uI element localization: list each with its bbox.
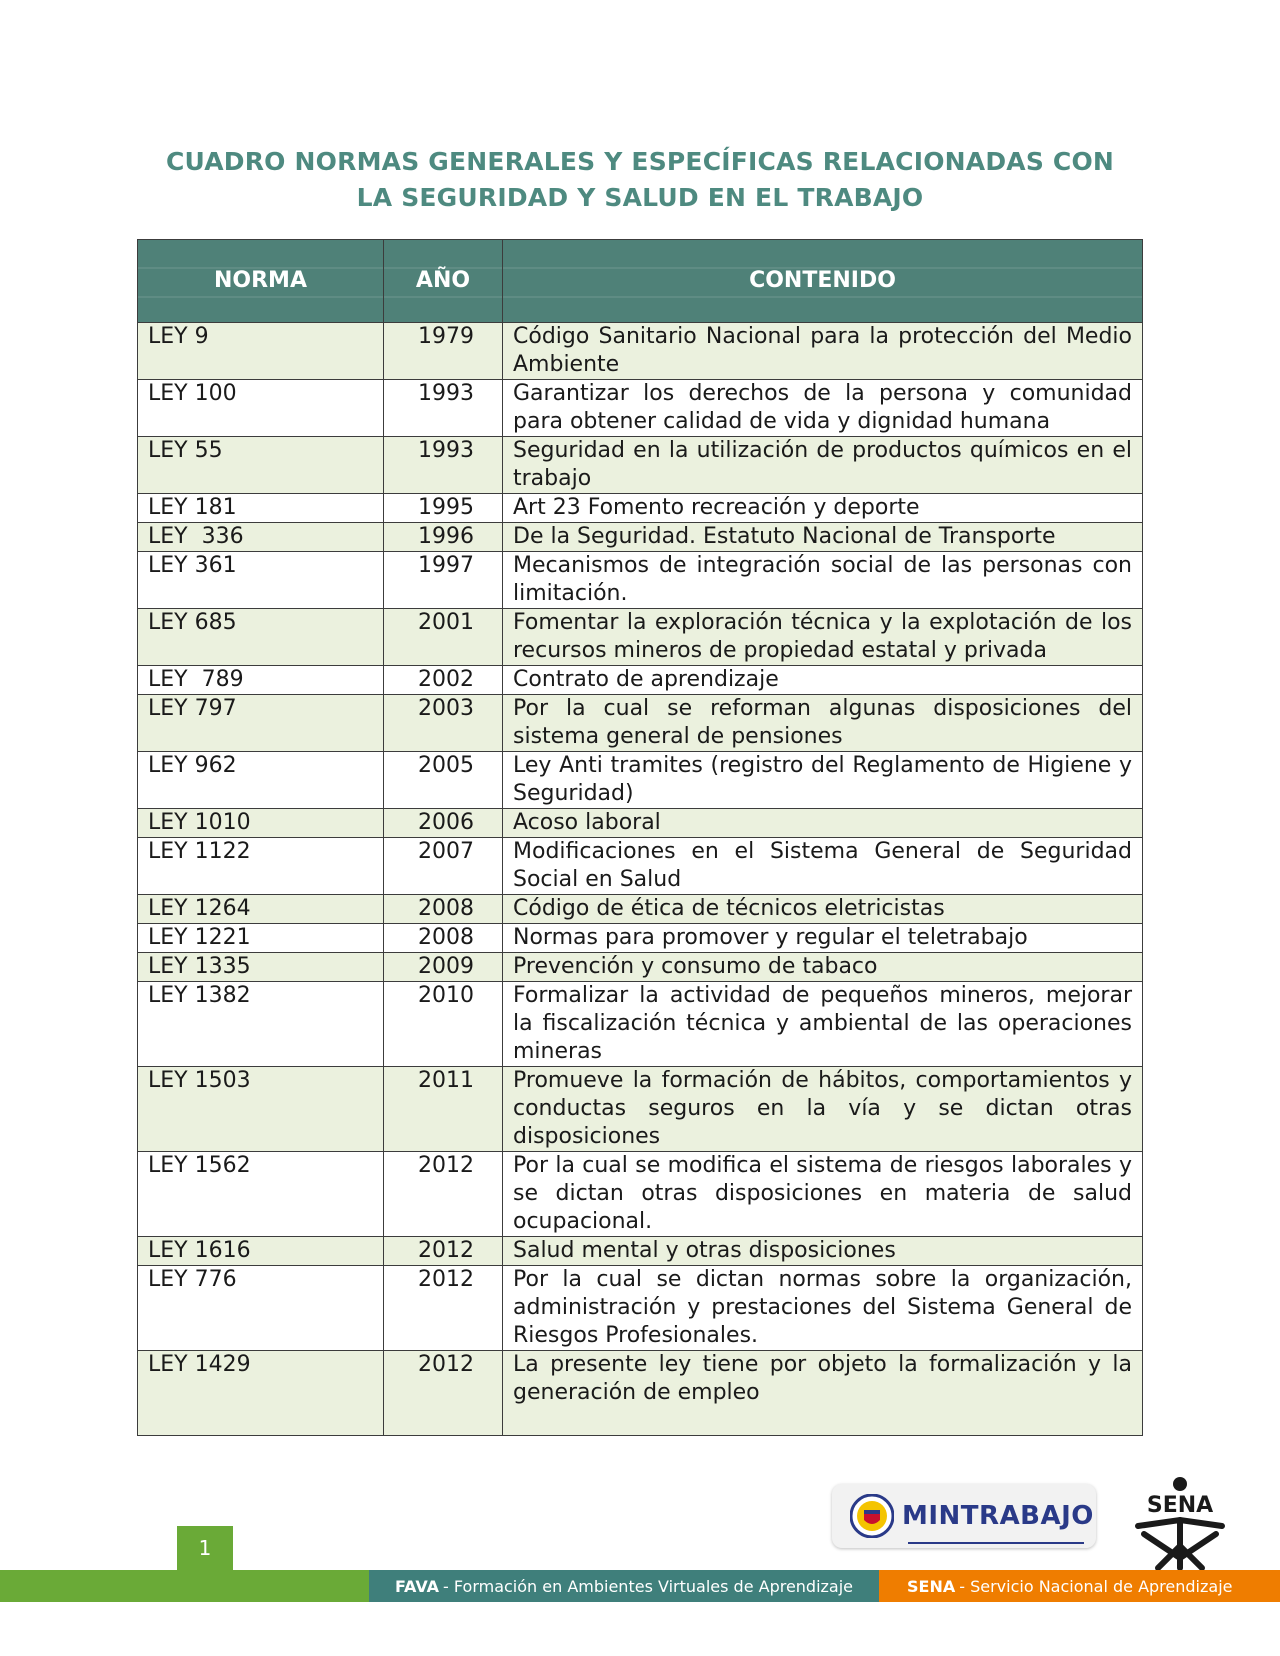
cell-norma: LEY 1616	[138, 1237, 384, 1266]
table-row	[138, 895, 1143, 924]
cell-anio: 2007	[384, 838, 503, 895]
page-number: 1	[177, 1526, 233, 1570]
table-row	[138, 1266, 1143, 1351]
table-header-row	[138, 240, 1143, 323]
mintrabajo-logo	[832, 1484, 1096, 1548]
table-row	[138, 523, 1143, 552]
cell-contenido: Por la cual se modifica el sistema de riesgos laborales y se dictan otras disposiciones en materia de salud ocupacional.	[503, 1152, 1143, 1237]
table-row	[138, 1152, 1143, 1237]
cell-norma: LEY 9	[138, 323, 384, 380]
cell-contenido: La presente ley tiene por objeto la formalización y la generación de empleo	[503, 1351, 1143, 1436]
sena-label: SENA	[907, 1576, 956, 1596]
colombia-shield-icon	[850, 1494, 894, 1538]
cell-norma: LEY 776	[138, 1266, 384, 1351]
cell-contenido: Código Sanitario Nacional para la protección del Medio Ambiente	[503, 323, 1143, 380]
cell-norma: LEY 1010	[138, 809, 384, 838]
footer-fava	[369, 1570, 879, 1602]
cell-contenido: De la Seguridad. Estatuto Nacional de Transporte	[503, 523, 1143, 552]
cell-anio: 2012	[384, 1266, 503, 1351]
cell-contenido: Promueve la formación de hábitos, comportamientos y conductas seguros en la vía y se dictan otras disposiciones	[503, 1067, 1143, 1152]
sena-logo-text: SENA	[1146, 1493, 1214, 1518]
table-row	[138, 1067, 1143, 1152]
cell-norma: LEY 1429	[138, 1351, 384, 1436]
table-row	[138, 494, 1143, 523]
cell-norma: LEY 685	[138, 609, 384, 666]
cell-norma: LEY 789	[138, 666, 384, 695]
table-row	[138, 1237, 1143, 1266]
cell-norma: LEY 1503	[138, 1067, 384, 1152]
table-row	[138, 609, 1143, 666]
cell-contenido: Mecanismos de integración social de las personas con limitación.	[503, 552, 1143, 609]
cell-norma: LEY 55	[138, 437, 384, 494]
header-contenido: CONTENIDO	[503, 240, 1143, 323]
cell-norma: LEY 1264	[138, 895, 384, 924]
cell-anio: 2012	[384, 1351, 503, 1436]
cell-norma: LEY 1562	[138, 1152, 384, 1237]
cell-anio: 2010	[384, 982, 503, 1067]
table-row	[138, 552, 1143, 609]
table-row	[138, 323, 1143, 380]
cell-anio: 2012	[384, 1237, 503, 1266]
cell-anio: 2011	[384, 1067, 503, 1152]
cell-anio: 2008	[384, 895, 503, 924]
cell-norma: LEY 100	[138, 380, 384, 437]
cell-anio: 1993	[384, 380, 503, 437]
cell-norma: LEY 797	[138, 695, 384, 752]
cell-contenido: Salud mental y otras disposiciones	[503, 1237, 1143, 1266]
cell-anio: 1995	[384, 494, 503, 523]
cell-anio: 2003	[384, 695, 503, 752]
table-row	[138, 695, 1143, 752]
cell-anio: 2009	[384, 953, 503, 982]
sena-logo-icon	[1134, 1476, 1226, 1572]
cell-contenido: Modificaciones en el Sistema General de Seguridad Social en Salud	[503, 838, 1143, 895]
cell-anio: 2012	[384, 1152, 503, 1237]
cell-norma: LEY 1335	[138, 953, 384, 982]
cell-anio: 1996	[384, 523, 503, 552]
cell-contenido: Garantizar los derechos de la persona y comunidad para obtener calidad de vida y dignidad humana	[503, 380, 1143, 437]
cell-anio: 1993	[384, 437, 503, 494]
table-row	[138, 982, 1143, 1067]
cell-norma: LEY 962	[138, 752, 384, 809]
cell-norma: LEY 1382	[138, 982, 384, 1067]
table-row	[138, 838, 1143, 895]
table-row	[138, 752, 1143, 809]
cell-contenido: Fomentar la exploración técnica y la explotación de los recursos mineros de propiedad estatal y privada	[503, 609, 1143, 666]
sena-text: - Servicio Nacional de Aprendizaje	[959, 1576, 1233, 1596]
cell-contenido: Formalizar la actividad de pequeños mineros, mejorar la fiscalización técnica y ambiental de las operaciones mineras	[503, 982, 1143, 1067]
footer-sena	[879, 1570, 1280, 1602]
cell-norma: LEY 1122	[138, 838, 384, 895]
cell-norma: LEY 361	[138, 552, 384, 609]
mintrabajo-text: MINTRABAJO	[902, 1501, 1094, 1531]
header-norma: NORMA	[138, 240, 384, 323]
cell-contenido: Contrato de aprendizaje	[503, 666, 1143, 695]
header-anio: AÑO	[384, 240, 503, 323]
title-line-2: LA SEGURIDAD Y SALUD EN EL TRABAJO	[356, 183, 924, 212]
table-row	[138, 924, 1143, 953]
document-title	[140, 144, 1140, 216]
cell-anio: 1997	[384, 552, 503, 609]
title-line-1: CUADRO NORMAS GENERALES Y ESPECÍFICAS RELACIONADAS CON	[165, 147, 1115, 176]
cell-norma: LEY 336	[138, 523, 384, 552]
cell-contenido: Acoso laboral	[503, 809, 1143, 838]
table-row	[138, 1351, 1143, 1436]
table-row	[138, 666, 1143, 695]
cell-contenido: Código de ética de técnicos eletricistas	[503, 895, 1143, 924]
cell-norma: LEY 181	[138, 494, 384, 523]
table-row	[138, 437, 1143, 494]
cell-contenido: Prevención y consumo de tabaco	[503, 953, 1143, 982]
cell-norma: LEY 1221	[138, 924, 384, 953]
cell-anio: 2006	[384, 809, 503, 838]
cell-contenido: Por la cual se reforman algunas disposiciones del sistema general de pensiones	[503, 695, 1143, 752]
norms-table	[137, 239, 1143, 1436]
mintrabajo-underline	[908, 1542, 1084, 1544]
fava-label: FAVA	[394, 1576, 440, 1596]
cell-contenido: Art 23 Fomento recreación y deporte	[503, 494, 1143, 523]
table-row	[138, 809, 1143, 838]
cell-contenido: Normas para promover y regular el teletrabajo	[503, 924, 1143, 953]
cell-anio: 2008	[384, 924, 503, 953]
fava-text: - Formación en Ambientes Virtuales de Aprendizaje	[443, 1576, 854, 1596]
cell-anio: 1979	[384, 323, 503, 380]
cell-contenido: Seguridad en la utilización de productos químicos en el trabajo	[503, 437, 1143, 494]
cell-anio: 2002	[384, 666, 503, 695]
table-row	[138, 953, 1143, 982]
cell-anio: 2001	[384, 609, 503, 666]
cell-contenido: Por la cual se dictan normas sobre la organización, administración y prestaciones del Sistema General de Riesgos Profesionales.	[503, 1266, 1143, 1351]
cell-contenido: Ley Anti tramites (registro del Reglamento de Higiene y Seguridad)	[503, 752, 1143, 809]
table-row	[138, 380, 1143, 437]
cell-anio: 2005	[384, 752, 503, 809]
